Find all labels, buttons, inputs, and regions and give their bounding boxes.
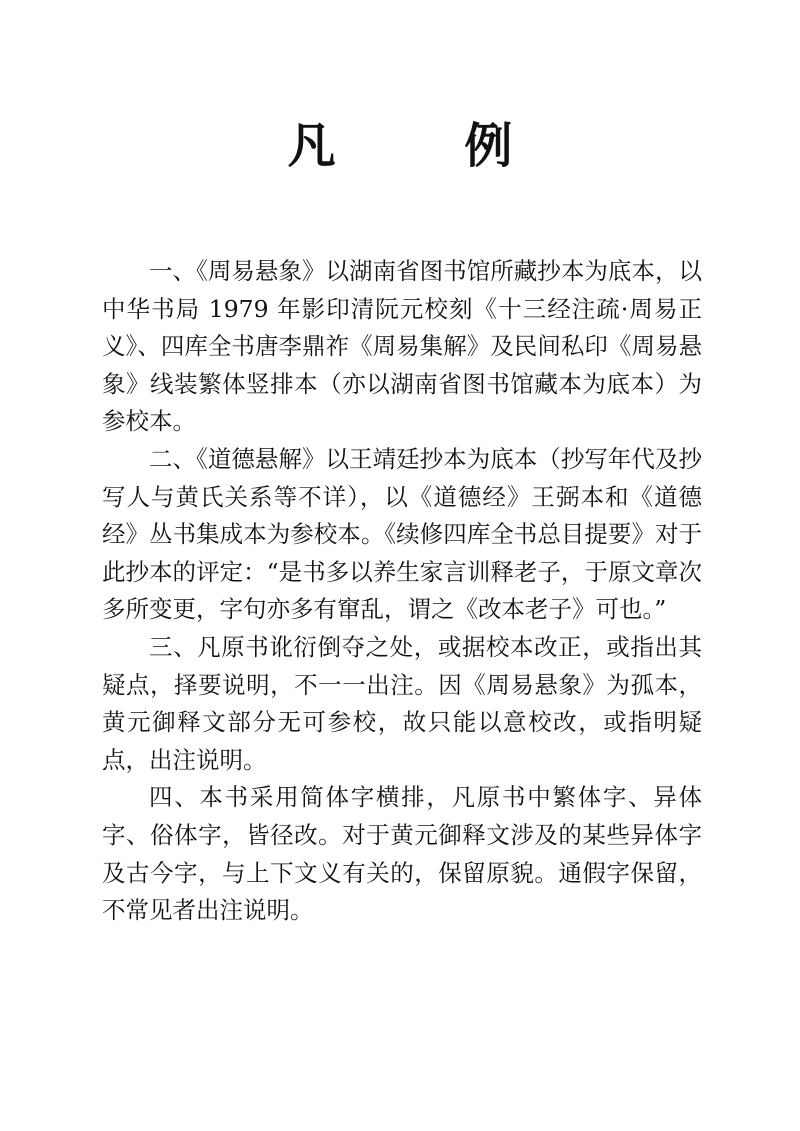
paragraph-1: 一、《周易悬象》以湖南省图书馆所藏抄本为底本，以中华书局 1979 年影印清阮元校刻《十三经注疏·周易正义》、四库全书唐李鼎祚《周易集解》及民间私印《周易悬象》线装繁体竖排本（亦以湖南省图书馆藏本为底本）为参校本。	[102, 257, 702, 436]
document-body	[102, 253, 702, 930]
paragraph-3: 三、凡原书讹衍倒夺之处，或据校本改正，或指出其疑点，择要说明，不一一出注。因《周易悬象》为孤本，黄元御释文部分无可参校，故只能以意校改，或指明疑点，出注说明。	[102, 632, 702, 774]
page-title: 凡 例	[287, 118, 569, 174]
paragraph-2: 二、《道德悬解》以王靖廷抄本为底本（抄写年代及抄写人与黄氏关系等不详），以《道德经》王弼本和《道德经》丛书集成本为参校本。《续修四库全书总目提要》对于此抄本的评定：“是书多以养生家言训释老子，于原文章次多所变更，字句亦多有窜乱，谓之《改本老子》可也。”	[102, 444, 702, 624]
paragraph-4: 四、本书采用简体字横排，凡原书中繁体字、异体字、俗体字，皆径改。对于黄元御释文涉及的某些异体字及古今字，与上下文义有关的，保留原貌。通假字保留，不常见者出注说明。	[102, 783, 702, 925]
